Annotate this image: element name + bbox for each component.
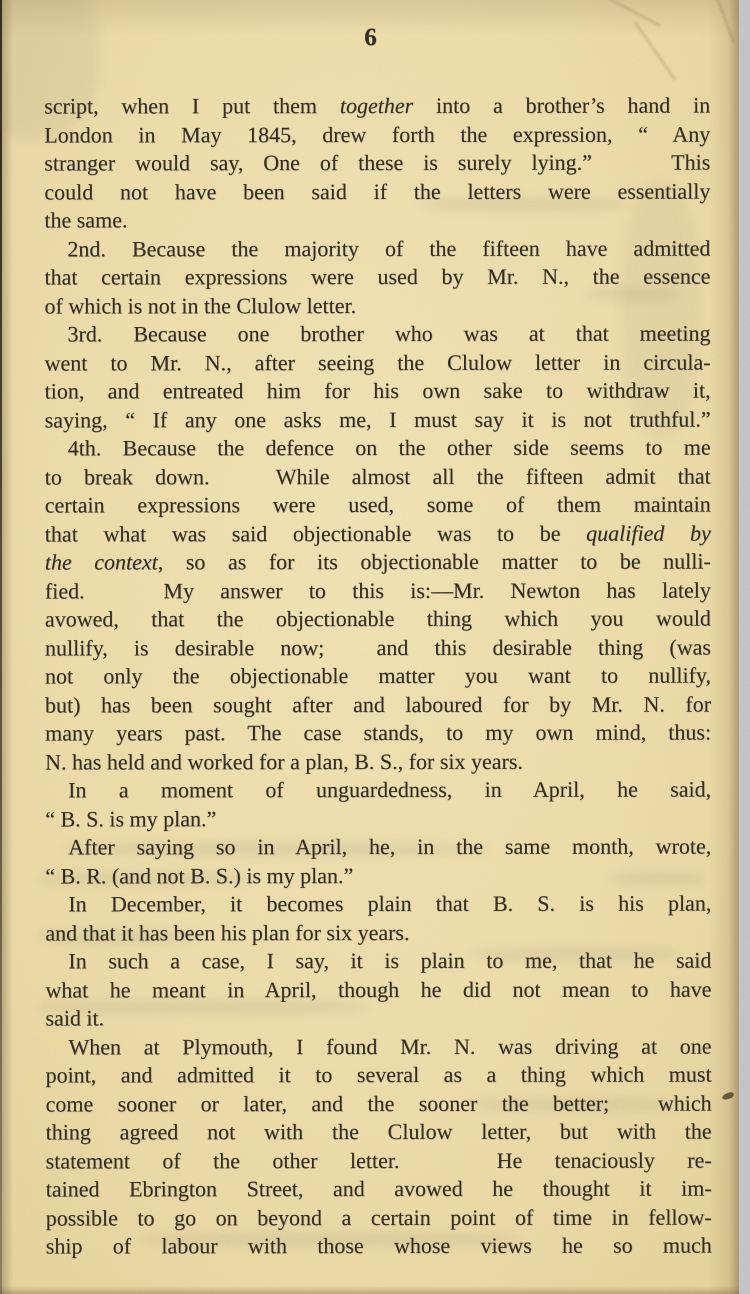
- text-line: stranger would say, One of these is surely lying.” This: [44, 149, 711, 176]
- page-left-edge: [0, 0, 2, 1294]
- text-line: “ B. R. (and not B. S.) is my plan.”: [45, 862, 354, 888]
- text-line: In December, it becomes plain that B. S. is his plan,: [68, 890, 712, 917]
- paragraph: [45, 434, 711, 777]
- text-line: After saying so in April, he, in the same month, wrote,: [68, 833, 712, 860]
- text-line: N. has held and worked for a plan, B. S., for six years.: [45, 748, 523, 774]
- text-line: statement of the other letter. He tenaciously re-: [45, 1147, 712, 1173]
- text-line: saying, “ If any one asks me, I must say it is not truthful.”: [44, 406, 711, 432]
- text-line: 3rd. Because one brother who was at that meeting: [67, 320, 711, 347]
- text-line: 2nd. Because the majority of the fifteen have admitted: [67, 235, 711, 261]
- text-line: fied. My answer to this is:—Mr. Newton has lately: [44, 577, 711, 603]
- text-line: went to Mr. N., after seeing the Clulow letter in circula-: [44, 349, 711, 375]
- text-line: said it.: [45, 1005, 105, 1031]
- paragraph: [45, 890, 711, 948]
- paragraph: [45, 833, 711, 891]
- text-line: not only the objectionable matter you want to nullify,: [44, 662, 712, 689]
- text-line: tained Ebrington Street, and avowed he thought it im-: [45, 1175, 712, 1202]
- text-line: script, when I put them together into a brother’s hand in: [44, 92, 711, 119]
- paragraph: [45, 320, 711, 435]
- text-line: what he meant in April, though he did not mean to have: [45, 976, 712, 1002]
- text-line: ship of labour with those whose views he so much: [45, 1232, 712, 1259]
- paragraph: [45, 776, 711, 834]
- text-line: that what was said objectionable was to be qualified by: [44, 520, 711, 546]
- page-right-edge-shadow: [729, 0, 739, 1294]
- paper-crease: [589, 0, 661, 27]
- paragraph: [44, 234, 710, 320]
- text-line: that certain expressions were used by Mr. N., the essence: [44, 263, 711, 290]
- text-line: In a moment of unguardedness, in April, he said,: [68, 776, 712, 803]
- text-line: could not have been said if the letters were essentially: [44, 178, 711, 204]
- text-line: come sooner or later, and the sooner the better; which: [45, 1090, 712, 1116]
- text-line: tion, and entreated him for his own sake to withdraw it,: [44, 377, 711, 404]
- text-line: the context, so as for its objectionable matter to be nulli-: [44, 548, 711, 575]
- text-line: to break down. While almost all the fifteen admit that: [44, 463, 711, 489]
- text-line: and that it has been his plan for six years.: [45, 919, 410, 945]
- text-line: In such a case, I say, it is plain to me, that he said: [68, 947, 712, 974]
- text-line: “ B. S. is my plan.”: [45, 805, 217, 831]
- text-line: possible to go on beyond a certain point of time in fellow-: [45, 1204, 712, 1230]
- text-line: London in May 1845, drew forth the expression, “ Any: [44, 121, 711, 147]
- text-line: point, and admitted it to several as a thing which must: [45, 1061, 712, 1088]
- text-line: but) has been sought after and laboured for by Mr. N. for: [45, 691, 712, 717]
- text-line: When at Plymouth, I found Mr. N. was driving at one: [68, 1033, 712, 1059]
- paragraph: [45, 1032, 711, 1261]
- text-block: [44, 92, 712, 1261]
- text-line: certain expressions were used, some of them maintain: [44, 491, 711, 518]
- text-line: many years past. The case stands, to my own mind, thus:: [45, 719, 712, 746]
- text-line: of which is not in the Clulow letter.: [44, 292, 357, 318]
- paragraph: [45, 947, 711, 1033]
- paragraph: [44, 92, 710, 235]
- text-line: avowed, that the objectionable thing which you would: [44, 605, 711, 632]
- text-line: nullify, is desirable now; and this desirable thing (was: [44, 634, 711, 660]
- text-line: the same.: [44, 207, 128, 233]
- text-line: 4th. Because the defence on the other side seems to me: [67, 434, 711, 461]
- text-line: thing agreed not with the Clulow letter, but with the: [45, 1118, 712, 1145]
- page-number: 6: [364, 24, 378, 51]
